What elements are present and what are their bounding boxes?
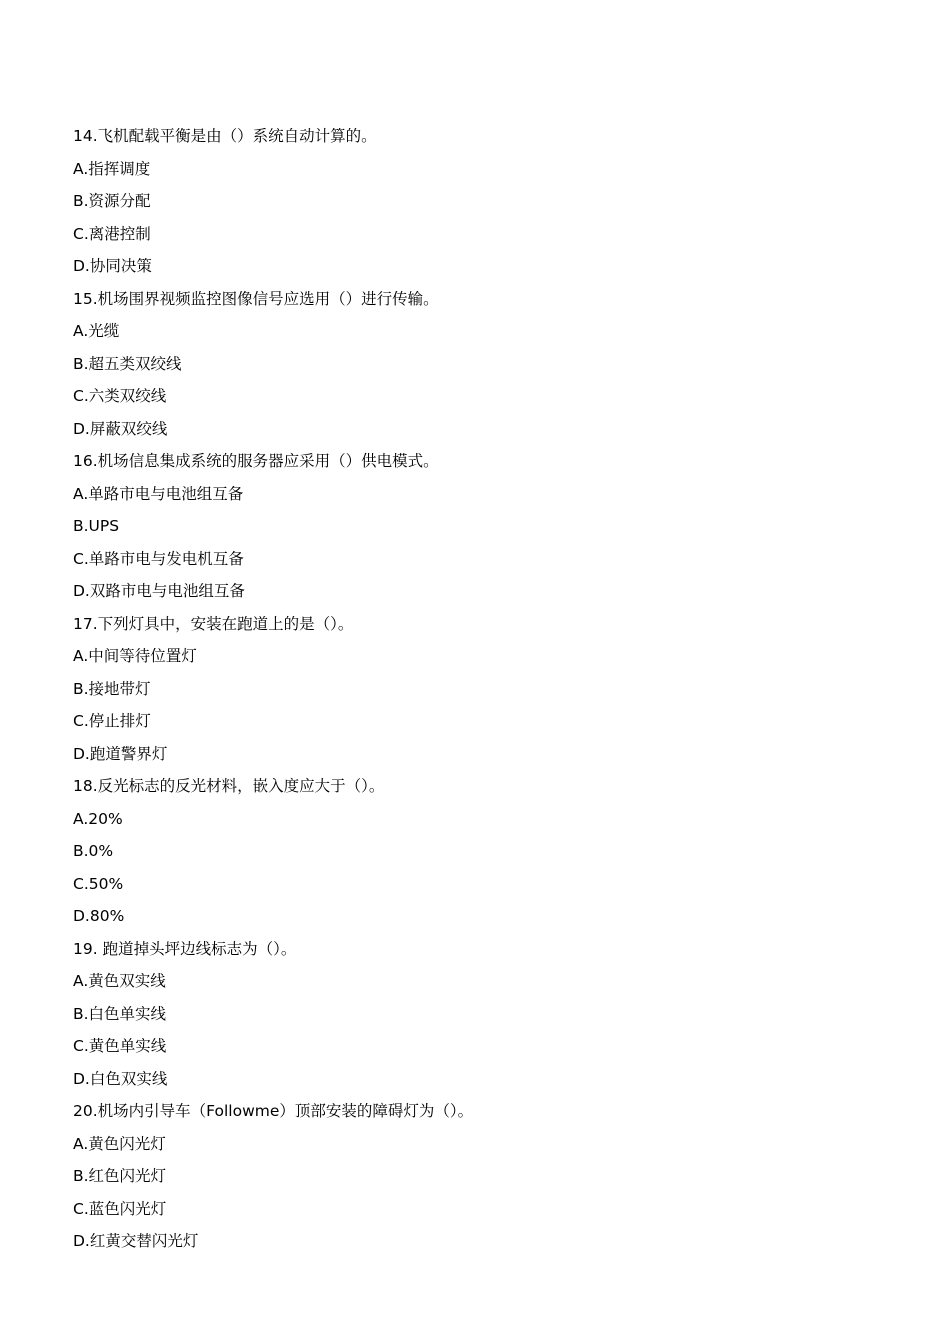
option-list xyxy=(73,803,893,933)
option-c: C.黄色单实线 xyxy=(73,1037,167,1055)
option-list xyxy=(73,478,893,608)
option-b: B.白色单实线 xyxy=(73,1004,167,1023)
option-b: B.资源分配 xyxy=(73,192,151,210)
option-a: A.20% xyxy=(73,809,123,828)
option-d: D.双路市电与电池组互备 xyxy=(73,582,245,600)
question-stem: 15.机场围界视频监控图像信号应选用（）进行传输。 xyxy=(73,289,439,308)
option-c: C.单路市电与发电机互备 xyxy=(73,549,244,568)
question-stem: 17.下列灯具中，安装在跑道上的是（）。 xyxy=(73,614,354,633)
question-14 xyxy=(73,120,893,283)
option-d: D.白色双实线 xyxy=(73,1069,168,1088)
option-d: D.跑道警界灯 xyxy=(73,744,168,763)
option-b: B.红色闪光灯 xyxy=(73,1167,167,1185)
document-page xyxy=(73,120,893,1258)
option-d: D.80% xyxy=(73,907,125,925)
option-b: B.接地带灯 xyxy=(73,679,151,698)
option-a: A.指挥调度 xyxy=(73,159,151,178)
option-c: C.50% xyxy=(73,874,124,893)
option-list xyxy=(73,1128,893,1258)
question-18 xyxy=(73,770,893,933)
option-a: A.黄色双实线 xyxy=(73,972,166,990)
question-19 xyxy=(73,933,893,1096)
option-list xyxy=(73,153,893,283)
question-stem: 16.机场信息集成系统的服务器应采用（）供电模式。 xyxy=(73,452,439,470)
option-list xyxy=(73,965,893,1095)
option-a: A.中间等待位置灯 xyxy=(73,647,197,665)
question-17 xyxy=(73,608,893,771)
question-stem: 18.反光标志的反光材料，嵌入度应大于（）。 xyxy=(73,777,385,795)
option-c: C.停止排灯 xyxy=(73,712,151,730)
question-20 xyxy=(73,1095,893,1258)
option-list xyxy=(73,315,893,445)
option-c: C.离港控制 xyxy=(73,224,151,243)
question-16 xyxy=(73,445,893,608)
option-list xyxy=(73,640,893,770)
question-stem: 20.机场内引导车（Followme）顶部安装的障碍灯为（）。 xyxy=(73,1102,474,1120)
option-d: D.协同决策 xyxy=(73,257,152,275)
option-c: C.六类双绞线 xyxy=(73,387,167,405)
option-d: D.屏蔽双绞线 xyxy=(73,419,168,438)
option-b: B.0% xyxy=(73,842,114,860)
option-c: C.蓝色闪光灯 xyxy=(73,1199,167,1218)
option-a: A.单路市电与电池组互备 xyxy=(73,484,244,503)
option-b: B.UPS xyxy=(73,517,120,535)
option-a: A.黄色闪光灯 xyxy=(73,1134,166,1153)
question-stem: 14.飞机配载平衡是由（）系统自动计算的。 xyxy=(73,127,377,145)
question-15 xyxy=(73,283,893,446)
option-b: B.超五类双绞线 xyxy=(73,354,182,373)
question-stem: 19. 跑道掉头坪边线标志为（）。 xyxy=(73,939,297,958)
option-d: D.红黄交替闪光灯 xyxy=(73,1232,199,1250)
option-a: A.光缆 xyxy=(73,322,120,340)
